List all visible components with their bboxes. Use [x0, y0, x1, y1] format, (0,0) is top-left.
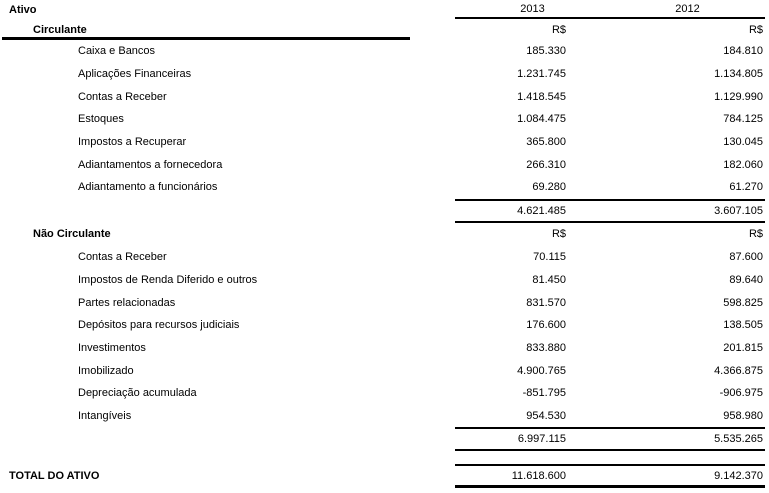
line-item-row [0, 291, 769, 314]
line-item-values [455, 40, 765, 63]
subtotal-row [0, 427, 769, 451]
value-2012: 1.129.990 [714, 90, 763, 103]
total-label: TOTAL DO ATIVO [9, 470, 100, 483]
subtotal-2013: 6.997.115 [517, 433, 566, 446]
line-item-label: Impostos a Recuperar [78, 136, 187, 149]
value-2012: -906.975 [719, 387, 763, 400]
value-2013: -851.795 [522, 387, 566, 400]
value-2013: 81.450 [532, 273, 566, 286]
value-2013: 69.280 [532, 181, 566, 194]
subtotal-2012: 5.535.265 [714, 433, 763, 446]
value-2012: 598.825 [723, 296, 763, 309]
value-2012: 4.366.875 [714, 364, 763, 377]
line-item-label: Impostos de Renda Diferido e outros [78, 273, 258, 286]
line-item-label: Depósitos para recursos judiciais [78, 319, 240, 332]
section-currency-headers [455, 223, 765, 246]
line-item-values [455, 108, 765, 131]
line-item-row [0, 63, 769, 86]
value-2012: 182.060 [723, 158, 763, 171]
col-header-2013: 2013 [520, 2, 545, 15]
line-item-label: Estoques [78, 113, 124, 126]
value-2012: 138.505 [723, 319, 763, 332]
value-2013: 185.330 [526, 45, 566, 58]
line-item-values [455, 359, 765, 382]
line-item-row [0, 108, 769, 131]
value-2012: 87.600 [729, 251, 763, 264]
value-2012: 61.270 [729, 181, 763, 194]
section-title: Circulante [33, 23, 87, 36]
subtotal-row [0, 199, 769, 223]
value-2012: 1.134.805 [714, 68, 763, 81]
value-2012: 89.640 [729, 273, 763, 286]
line-item-label: Contas a Receber [78, 90, 167, 103]
subtotal-values [455, 199, 765, 223]
value-2013: 365.800 [526, 136, 566, 149]
line-item-values [455, 63, 765, 86]
value-2013: 266.310 [526, 158, 566, 171]
section-header-row [0, 223, 769, 246]
total-2013: 11.618.600 [511, 469, 566, 482]
value-2013: 176.600 [526, 319, 566, 332]
subtotal-2013: 4.621.485 [517, 204, 566, 217]
line-item-values [455, 405, 765, 428]
line-item-row [0, 382, 769, 405]
line-item-values [455, 291, 765, 314]
currency-label-2012: R$ [748, 228, 763, 241]
value-2013: 4.900.765 [517, 364, 566, 377]
line-item-row [0, 246, 769, 269]
section-currency-headers [455, 19, 765, 40]
line-item-label: Imobilizado [78, 364, 134, 377]
year-headers [455, 0, 765, 19]
value-2012: 958.980 [723, 409, 763, 422]
line-item-label: Contas a Receber [78, 251, 167, 264]
total-row [0, 464, 769, 488]
line-item-label: Intangíveis [78, 409, 132, 422]
value-2012: 184.810 [723, 45, 763, 58]
line-item-label: Adiantamento a funcionários [78, 181, 218, 194]
line-item-values [455, 269, 765, 292]
line-item-row [0, 337, 769, 360]
spacer [0, 451, 769, 464]
line-item-row [0, 269, 769, 292]
total-2012: 9.142.370 [714, 469, 763, 482]
line-item-row [0, 405, 769, 428]
line-item-row [0, 40, 769, 63]
col-header-2012: 2012 [675, 2, 700, 15]
sheet-body [0, 19, 769, 488]
line-item-row [0, 131, 769, 154]
subtotal-values [455, 427, 765, 451]
value-2013: 1.418.545 [517, 90, 566, 103]
line-item-values [455, 337, 765, 360]
line-item-row [0, 359, 769, 382]
line-item-row [0, 314, 769, 337]
line-item-row [0, 153, 769, 176]
section-header-row [0, 19, 769, 40]
value-2013: 70.115 [533, 251, 566, 264]
currency-label-2012: R$ [748, 23, 763, 36]
value-2012: 784.125 [723, 113, 763, 126]
line-item-row [0, 176, 769, 199]
line-item-label: Aplicações Financeiras [78, 68, 192, 81]
value-2013: 1.231.745 [517, 68, 566, 81]
value-2013: 831.570 [526, 296, 566, 309]
line-item-values [455, 246, 765, 269]
section-title: Não Circulante [33, 228, 111, 241]
line-item-values [455, 131, 765, 154]
total-values [455, 464, 765, 488]
page-title: Ativo [9, 3, 37, 16]
line-item-row [0, 85, 769, 108]
currency-label-2013: R$ [551, 23, 566, 36]
line-item-values [455, 176, 765, 199]
line-item-values [455, 85, 765, 108]
header-row [0, 0, 769, 19]
value-2012: 130.045 [723, 136, 763, 149]
line-item-label: Depreciação acumulada [78, 387, 197, 400]
line-item-values [455, 382, 765, 405]
line-item-label: Adiantamentos a fornecedora [78, 158, 223, 171]
line-item-label: Caixa e Bancos [78, 45, 156, 58]
line-item-label: Investimentos [78, 341, 146, 354]
value-2012: 201.815 [723, 341, 763, 354]
line-item-label: Partes relacionadas [78, 296, 176, 309]
value-2013: 1.084.475 [517, 113, 566, 126]
value-2013: 954.530 [526, 409, 566, 422]
subtotal-2012: 3.607.105 [714, 204, 763, 217]
currency-label-2013: R$ [551, 228, 566, 241]
value-2013: 833.880 [526, 341, 566, 354]
line-item-values [455, 153, 765, 176]
line-item-values [455, 314, 765, 337]
